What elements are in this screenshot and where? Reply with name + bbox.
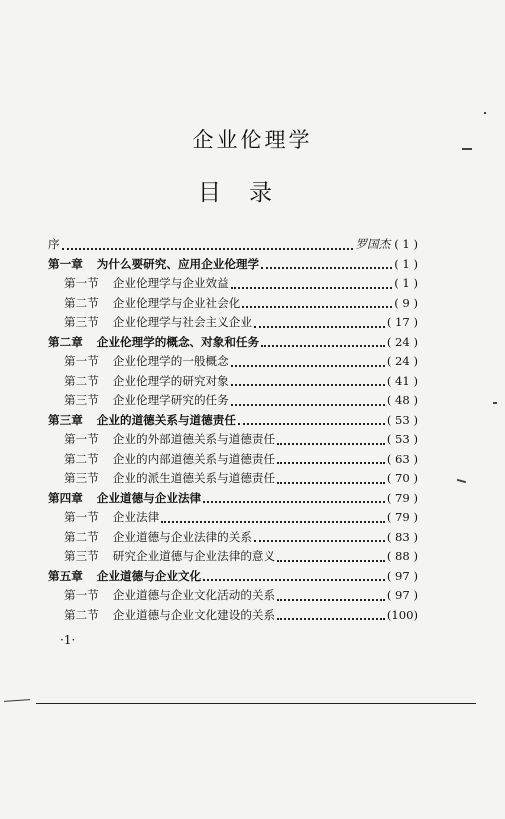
toc-section-row: [48, 391, 418, 411]
dot-leader: [231, 283, 392, 289]
toc-chapter-row: [48, 333, 418, 353]
toc-heading-char-2: 录: [249, 180, 272, 206]
entry-page: ( 41 ): [386, 373, 418, 388]
dot-leader: [231, 361, 385, 367]
entry-title: 企业伦理学与企业社会化: [112, 295, 241, 310]
entry-title: 企业的派生道德关系与道德责任: [112, 471, 276, 485]
toc-section-row: [48, 352, 418, 372]
entry-title: 企业伦理学研究的任务: [112, 393, 229, 407]
toc-section-row: [48, 372, 418, 392]
entry-title: 企业伦理学与企业效益: [112, 276, 229, 290]
entry-page: ( 48 ): [386, 393, 418, 407]
entry-label: 第三节: [64, 549, 99, 563]
entry-page: ( 88 ): [386, 549, 418, 563]
toc-section-row: [48, 274, 418, 294]
entry-title: 企业的外部道德关系与道德责任: [112, 432, 276, 446]
entry-page: (100): [386, 607, 418, 622]
entry-title: 企业法律: [112, 510, 160, 524]
entry-page: ( 63 ): [386, 451, 418, 466]
entry-page: ( 1 ): [394, 237, 418, 251]
entry-label: 第二节: [64, 373, 99, 388]
scan-speck: [462, 148, 472, 150]
dot-leader: [231, 400, 385, 406]
entry-page: ( 97 ): [386, 568, 418, 583]
toc-section-row: [48, 430, 418, 450]
entry-label: 第一节: [64, 588, 99, 602]
dot-leader: [203, 575, 385, 581]
entry-page: ( 1 ): [394, 256, 418, 271]
entry-page: ( 9 ): [394, 295, 418, 310]
toc-preface-row: [48, 235, 418, 255]
entry-label: 第一节: [64, 354, 99, 368]
entry-page: ( 1 ): [394, 276, 418, 290]
dot-leader: [277, 595, 385, 601]
dot-leader: [203, 497, 385, 503]
dot-leader: [261, 263, 392, 269]
dot-leader: [62, 244, 354, 250]
dot-leader: [277, 458, 385, 464]
entry-title: 企业道德与企业文化: [96, 568, 202, 583]
toc-section-row: [48, 508, 418, 528]
dot-leader: [238, 419, 385, 425]
entry-title: 企业道德与企业法律: [96, 490, 202, 505]
entry-page: ( 17 ): [386, 315, 418, 329]
toc-heading-char-1: 目: [198, 180, 221, 206]
dot-leader: [277, 478, 385, 484]
toc-section-row: [48, 606, 418, 626]
entry-label: 第二章: [48, 334, 83, 349]
toc-section-row: [48, 528, 418, 548]
toc-chapter-row: [48, 255, 418, 275]
entry-title: 企业道德与企业法律的关系: [112, 529, 252, 544]
toc-section-row: [48, 450, 418, 470]
entry-label: 序: [48, 237, 60, 251]
toc-chapter-row: [48, 489, 418, 509]
entry-page: ( 24 ): [386, 334, 418, 349]
dot-leader: [277, 614, 385, 620]
scan-speck: [457, 479, 466, 483]
dot-leader: [161, 517, 385, 523]
entry-title: 企业伦理学的一般概念: [112, 354, 229, 368]
entry-label: 第二节: [64, 451, 99, 466]
entry-label: 第二节: [64, 529, 99, 544]
entry-label: 第二节: [64, 295, 99, 310]
toc-section-row: [48, 313, 418, 333]
entry-title: 研究企业道德与企业法律的意义: [112, 549, 276, 563]
entry-title: 企业道德与企业文化建设的关系: [112, 607, 276, 622]
dot-leader: [254, 536, 385, 542]
toc-section-row: [48, 294, 418, 314]
dot-leader: [242, 302, 392, 308]
entry-author: 罗国杰: [355, 237, 391, 251]
scan-speck: [484, 112, 486, 114]
entry-title: 企业的内部道德关系与道德责任: [112, 451, 276, 466]
toc-chapter-row: [48, 411, 418, 431]
toc-section-row: [48, 469, 418, 489]
dot-leader: [277, 556, 385, 562]
entry-page: ( 79 ): [386, 510, 418, 524]
entry-label: 第二节: [64, 607, 99, 622]
toc-section-row: [48, 547, 418, 567]
entry-label: 第五章: [48, 568, 83, 583]
entry-label: 第四章: [48, 490, 83, 505]
entry-label: 第一节: [64, 510, 99, 524]
book-title: 企业伦理学: [192, 128, 313, 152]
entry-page: ( 53 ): [386, 432, 418, 446]
entry-title: 企业伦理学的研究对象: [112, 373, 229, 388]
entry-page: ( 83 ): [386, 529, 418, 544]
entry-label: 第三节: [64, 315, 99, 329]
entry-label: 第三章: [48, 412, 83, 427]
entry-title: 企业道德与企业文化活动的关系: [112, 588, 276, 602]
entry-page: ( 70 ): [386, 471, 418, 485]
entry-page: ( 79 ): [386, 490, 418, 505]
page-number: ·1·: [60, 633, 76, 647]
footer-rule: [36, 703, 476, 704]
entry-page: ( 24 ): [386, 354, 418, 368]
scan-speck: [493, 402, 497, 404]
dot-leader: [254, 322, 385, 328]
toc-section-row: [48, 586, 418, 606]
toc-heading: [0, 174, 505, 204]
entry-label: 第一节: [64, 432, 99, 446]
dot-leader: [277, 439, 385, 445]
entry-label: 第三节: [64, 393, 99, 407]
entry-label: 第一章: [48, 256, 83, 271]
dot-leader: [261, 341, 385, 347]
table-of-contents: [48, 235, 418, 625]
entry-title: 企业伦理学与社会主义企业: [112, 315, 252, 329]
entry-page: ( 97 ): [386, 588, 418, 602]
entry-title: 为什么要研究、应用企业伦理学: [96, 256, 260, 271]
entry-page: ( 53 ): [386, 412, 418, 427]
entry-label: 第一节: [64, 276, 99, 290]
entry-title: 企业伦理学的概念、对象和任务: [96, 334, 260, 349]
footer-rule-stub: [4, 699, 30, 702]
toc-chapter-row: [48, 567, 418, 587]
dot-leader: [231, 380, 385, 386]
entry-title: 企业的道德关系与道德责任: [96, 412, 236, 427]
entry-label: 第三节: [64, 471, 99, 485]
